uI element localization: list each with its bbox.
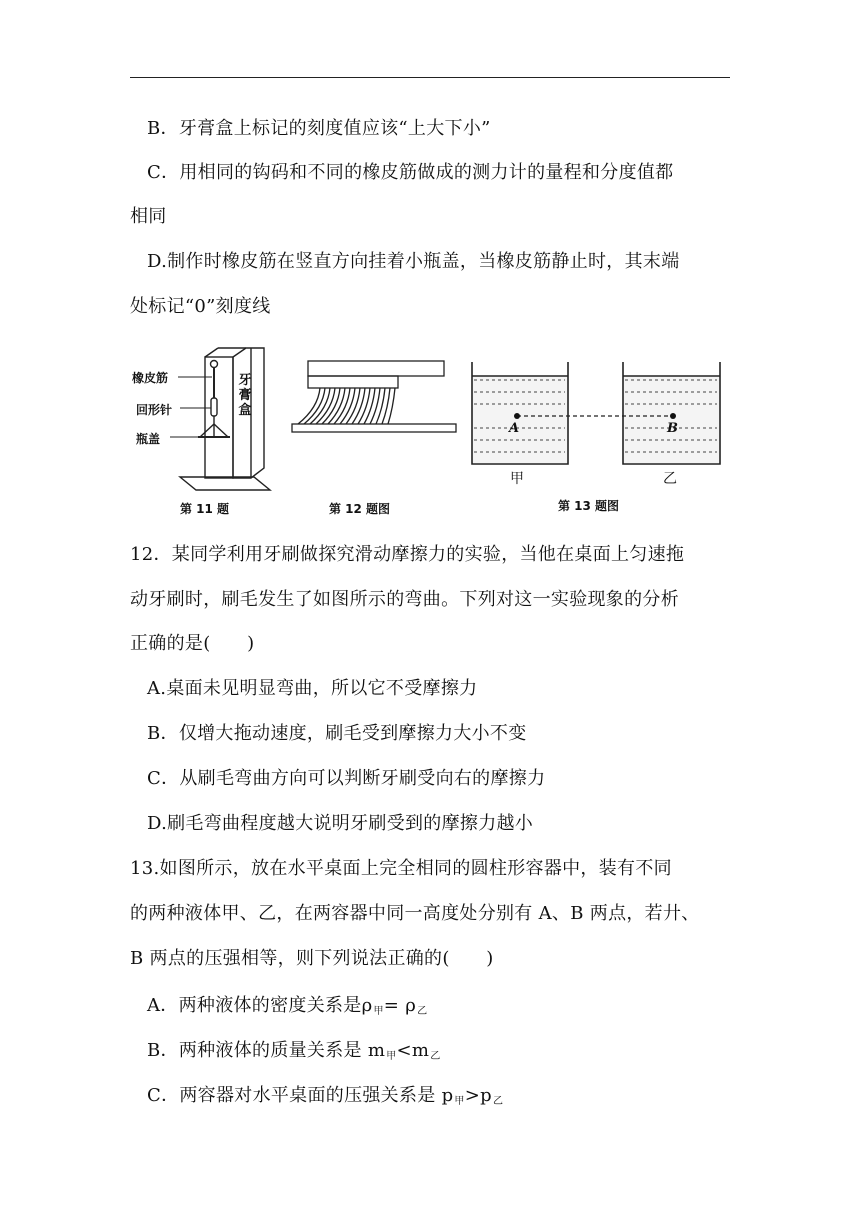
q13-option-c-text: C．两容器对水平桌面的压强关系是 p xyxy=(147,1085,454,1106)
q13-option-a xyxy=(147,994,427,1024)
q13-option-b xyxy=(147,1039,441,1069)
fig12-toothbrush xyxy=(292,361,456,432)
header-rule xyxy=(130,77,730,78)
q13-option-c-sub2: 乙 xyxy=(492,1096,504,1107)
q12-stem-line3: 正确的是( ) xyxy=(130,633,255,654)
q13-option-b-text: B．两种液体的质量关系是 m xyxy=(147,1040,386,1061)
fig13-containers xyxy=(472,362,720,464)
q11-option-c-line1: C．用相同的钩码和不同的橡皮筋做成的测力计的量程和分度值都 xyxy=(147,162,674,183)
fig12-handle xyxy=(308,361,444,376)
fig11-label-cap: 瓶盖 xyxy=(136,432,161,446)
q12-stem-line1: 12．某同学利用牙刷做探究滑动摩擦力的实验，当他在桌面上匀速拖 xyxy=(130,544,685,565)
fig11-caption: 第 11 题 xyxy=(180,502,230,516)
q13-option-b-sub1: 甲 xyxy=(386,1051,397,1062)
fig13-point-a xyxy=(514,413,520,419)
q12-option-b: B．仅增大拖动速度，刷毛受到摩擦力大小不变 xyxy=(147,723,527,744)
fig13-label-left: 甲 xyxy=(510,471,524,487)
fig13-caption: 第 13 题图 xyxy=(558,499,620,513)
fig13-label-b: B xyxy=(667,421,678,436)
fig13-point-b xyxy=(670,413,676,419)
fig11-label-clip: 回形针 xyxy=(136,403,173,417)
q13-option-c xyxy=(147,1084,503,1114)
fig11-box-front xyxy=(205,357,233,478)
q13-option-b-mid: <m xyxy=(396,1040,430,1061)
q13-stem-line1: 13.如图所示，放在水平桌面上完全相同的圆柱形容器中，装有不同 xyxy=(130,858,672,879)
fig12-head xyxy=(308,376,398,388)
fig11-base xyxy=(180,477,270,490)
fig13-label-right: 乙 xyxy=(663,471,677,487)
q13-option-a-mid: = ρ xyxy=(383,995,417,1016)
figures-row xyxy=(128,340,732,530)
q13-option-a-sub1: 甲 xyxy=(373,1006,384,1017)
fig13-label-a: A xyxy=(509,421,520,436)
q13-option-c-sub1: 甲 xyxy=(454,1096,465,1107)
q13-stem-line2: 的两种液体甲、乙，在两容器中同一高度处分别有 A、B 两点，若廾、 xyxy=(130,903,700,924)
fig11-box-text: 牙膏盒 xyxy=(238,373,252,418)
q13-stem-line3: B 两点的压强相等，则下列说法正确的( ) xyxy=(130,948,494,969)
q12-stem-line2: 动牙刷时，刷毛发生了如图所示的弯曲。下列对这一实验现象的分析 xyxy=(130,589,679,610)
q12-option-a: A.桌面未见明显弯曲，所以它不受摩擦力 xyxy=(147,678,478,699)
q11-option-c-line2: 相同 xyxy=(130,206,167,227)
fig11-label-band: 橡皮筋 xyxy=(132,371,169,385)
q13-option-b-sub2: 乙 xyxy=(430,1051,441,1062)
q13-option-a-text: A．两种液体的密度关系是ρ xyxy=(147,995,373,1016)
q11-option-d-line1: D.制作时橡皮筋在竖直方向挂着小瓶盖，当橡皮筋静止时，其末端 xyxy=(147,251,680,272)
fig12-caption: 第 12 题图 xyxy=(329,502,391,516)
q11-option-b: B．牙膏盒上标记的刻度值应该“上大下小” xyxy=(147,118,491,139)
q13-option-c-mid: >p xyxy=(464,1085,492,1106)
q13-option-a-sub2: 乙 xyxy=(417,1006,428,1017)
q12-option-d: D.刷毛弯曲程度越大说明牙刷受到的摩擦力越小 xyxy=(147,813,534,834)
fig12-table xyxy=(292,424,456,432)
q11-option-d-line2: 处标记“0”刻度线 xyxy=(130,296,271,317)
q12-option-c: C．从刷毛弯曲方向可以判断牙刷受向右的摩擦力 xyxy=(147,768,546,789)
